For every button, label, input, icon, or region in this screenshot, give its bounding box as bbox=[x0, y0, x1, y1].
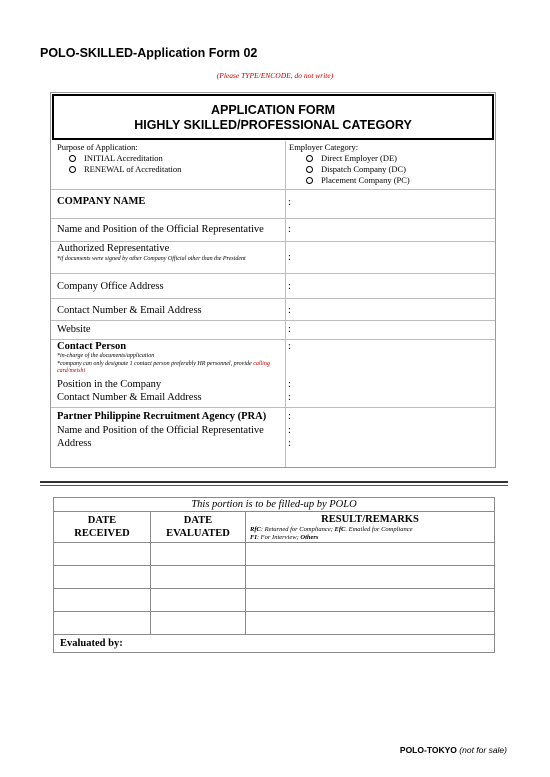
colon: : bbox=[288, 324, 291, 335]
employer-category-section bbox=[289, 142, 410, 186]
radio-bullet-icon[interactable] bbox=[306, 177, 313, 184]
input-position-in-company[interactable] bbox=[296, 378, 492, 391]
evaluation-row bbox=[54, 612, 495, 635]
section-divider-thin bbox=[40, 485, 508, 486]
colon: : bbox=[288, 305, 291, 316]
cell-date-evaluated[interactable] bbox=[151, 566, 246, 589]
cell-date-evaluated[interactable] bbox=[151, 589, 246, 612]
input-pra-address[interactable] bbox=[296, 436, 492, 462]
form-header bbox=[52, 94, 494, 140]
colon: : bbox=[288, 379, 291, 390]
label-website: Website bbox=[57, 324, 91, 335]
form-title: APPLICATION FORM bbox=[210, 103, 336, 117]
document-title: POLO-SKILLED-Application Form 02 bbox=[40, 46, 258, 60]
input-pra-official-representative[interactable] bbox=[296, 423, 492, 436]
evaluation-caption: This portion is to be filled-up by POLO bbox=[54, 498, 495, 512]
label-official-representative: Name and Position of the Official Representative bbox=[57, 224, 264, 235]
colon: : bbox=[288, 281, 291, 292]
colon: : bbox=[288, 392, 291, 403]
cell-date-evaluated[interactable] bbox=[151, 543, 246, 566]
colon: : bbox=[288, 341, 291, 352]
input-authorized-representative[interactable] bbox=[296, 244, 492, 272]
colon: : bbox=[288, 224, 291, 235]
cell-date-received[interactable] bbox=[54, 589, 151, 612]
label-authorized-representative: Authorized Representative bbox=[57, 243, 170, 254]
label-company-office-address: Company Office Address bbox=[57, 281, 164, 292]
evaluation-row bbox=[54, 589, 495, 612]
remarks-legend: RfC: Returned for Compliance; EfC. Emailed for Compliance bbox=[250, 525, 413, 533]
instruction-note: (Please TYPE/ENCODE, do not write) bbox=[216, 71, 334, 80]
cell-date-received[interactable] bbox=[54, 543, 151, 566]
colon: : bbox=[288, 411, 291, 422]
header-result-remarks: RESULT/REMARKS RfC: Returned for Compliance; EfC. Emailed for Compliance FI: For Interview; Others bbox=[246, 512, 495, 543]
employer-option-pc[interactable]: Placement Company (PC) bbox=[289, 175, 410, 186]
cell-result-remarks[interactable] bbox=[246, 543, 495, 566]
calling-card-note: calling card/meishi bbox=[57, 360, 270, 374]
label-pra-official-representative: Name and Position of the Official Representative bbox=[57, 425, 264, 436]
radio-bullet-icon[interactable] bbox=[306, 166, 313, 173]
input-website[interactable] bbox=[296, 321, 492, 337]
colon: : bbox=[288, 425, 291, 436]
input-official-representative[interactable] bbox=[296, 220, 492, 240]
cell-date-received[interactable] bbox=[54, 566, 151, 589]
cell-result-remarks[interactable] bbox=[246, 566, 495, 589]
label-pra-address: Address bbox=[57, 438, 92, 449]
radio-bullet-icon[interactable] bbox=[306, 155, 313, 162]
purpose-option-initial[interactable]: INITIAL Accreditation bbox=[57, 153, 181, 164]
employer-option-de[interactable]: Direct Employer (DE) bbox=[289, 153, 410, 164]
radio-bullet-icon[interactable] bbox=[69, 166, 76, 173]
input-contact-number-email-2[interactable] bbox=[296, 391, 492, 404]
colon: : bbox=[288, 252, 291, 263]
header-date-received: DATE RECEIVED bbox=[54, 512, 151, 543]
input-contact-number-email[interactable] bbox=[296, 300, 492, 318]
section-divider bbox=[40, 481, 508, 483]
label-contact-number-email-2: Contact Number & Email Address bbox=[57, 392, 202, 403]
authorized-representative-note: *if documents were signed by other Company Official other than the President bbox=[57, 256, 246, 262]
cell-result-remarks[interactable] bbox=[246, 589, 495, 612]
purpose-label: Purpose of Application: bbox=[57, 142, 138, 152]
input-company-name[interactable] bbox=[296, 193, 492, 215]
purpose-section bbox=[57, 142, 181, 175]
colon: : bbox=[288, 197, 291, 208]
evaluation-row bbox=[54, 543, 495, 566]
label-partner-pra: Partner Philippine Recruitment Agency (PRA) bbox=[57, 411, 267, 422]
label-position-in-company: Position in the Company bbox=[57, 379, 162, 390]
evaluation-row bbox=[54, 566, 495, 589]
input-contact-person[interactable] bbox=[296, 340, 492, 354]
evaluated-by[interactable]: Evaluated by: bbox=[54, 635, 495, 653]
cell-result-remarks[interactable] bbox=[246, 612, 495, 635]
colon: : bbox=[288, 438, 291, 449]
label-contact-number-email: Contact Number & Email Address bbox=[57, 305, 202, 316]
employer-option-dc[interactable]: Dispatch Company (DC) bbox=[289, 164, 410, 175]
form-subtitle: HIGHLY SKILLED/PROFESSIONAL CATEGORY bbox=[134, 118, 412, 132]
employer-category-label: Employer Category: bbox=[289, 142, 359, 152]
header-date-evaluated: DATE EVALUATED bbox=[151, 512, 246, 543]
evaluation-table bbox=[53, 497, 495, 653]
label-company-name: COMPANY NAME bbox=[57, 196, 146, 207]
radio-bullet-icon[interactable] bbox=[69, 155, 76, 162]
cell-date-received[interactable] bbox=[54, 612, 151, 635]
contact-person-note: *in-charge of the documents/application *company can only designate 1 contact person preferably HR personnel, provide calling card/meishi bbox=[57, 353, 270, 374]
cell-date-evaluated[interactable] bbox=[151, 612, 246, 635]
input-partner-pra[interactable] bbox=[296, 409, 492, 422]
input-company-office-address[interactable] bbox=[296, 276, 492, 296]
page-footer: POLO-TOKYO (not for sale) bbox=[399, 745, 507, 755]
label-contact-person: Contact Person bbox=[57, 341, 127, 352]
purpose-option-renewal[interactable]: RENEWAL of Accreditation bbox=[57, 164, 181, 175]
